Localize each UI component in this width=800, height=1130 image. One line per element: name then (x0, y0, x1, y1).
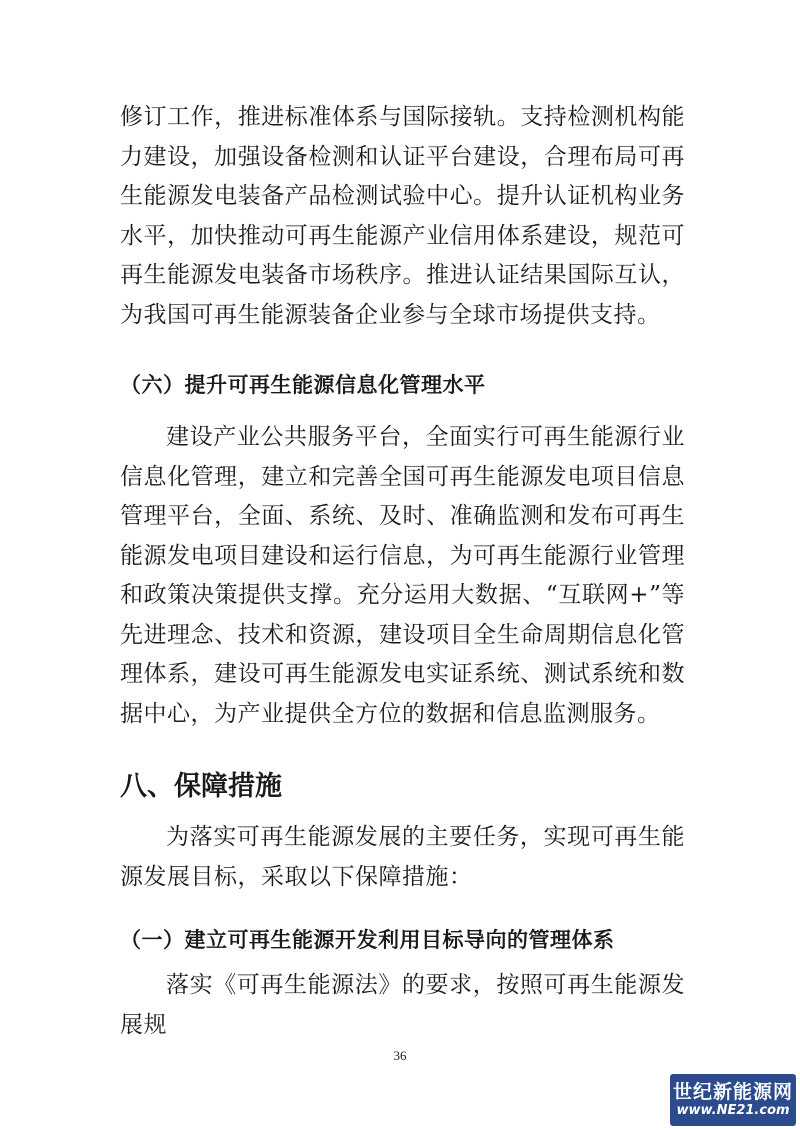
page-number: 36 (393, 1048, 407, 1063)
body-paragraph-2: 建设产业公共服务平台，全面实行可再生能源行业信息化管理，建立和完善全国可再生能源发电项目信息管理平台，全面、系统、及时、准确监测和发布可再生能源发电项目建设和运行信息，为可再生能源行业管理和政策决策提供支撑。充分运用大数据、“互联网+”等先进理念、技术和资源，建设项目全生命周期信息化管理体系，建设可再生能源发电实证系统、测试系统和数据中心，为产业提供全方位的数据和信息监测服务。 (120, 424, 685, 727)
body-paragraph-1: 修订工作，推进标准体系与国际接轨。支持检测机构能力建设，加强设备检测和认证平台建设，合理布局可再生能源发电装备产品检测试验中心。提升认证机构业务水平，加快推动可再生能源产业信用体系建设，规范可再生能源发电装备市场秩序。推进认证结果国际互认，为我国可再生能源装备企业参与全球市场提供支持。 (120, 104, 685, 328)
watermark-logo (670, 1074, 796, 1126)
watermark-url: www.NE21.com (676, 1103, 790, 1118)
section-heading-8: 八、保障措施 (120, 771, 282, 802)
watermark-title: 世纪新能源网 (672, 1081, 793, 1103)
body-paragraph-3: 为落实可再生能源发展的主要任务，实现可再生能源发展目标，采取以下保障措施： (120, 824, 685, 890)
subheading-section-1: （一）建立可再生能源开发利用目标导向的管理体系 (120, 928, 615, 952)
body-paragraph-4: 落实《可再生能源法》的要求，按照可再生能源发展规 (120, 972, 685, 1038)
subheading-section-6: （六）提升可再生能源信息化管理水平 (120, 373, 486, 397)
